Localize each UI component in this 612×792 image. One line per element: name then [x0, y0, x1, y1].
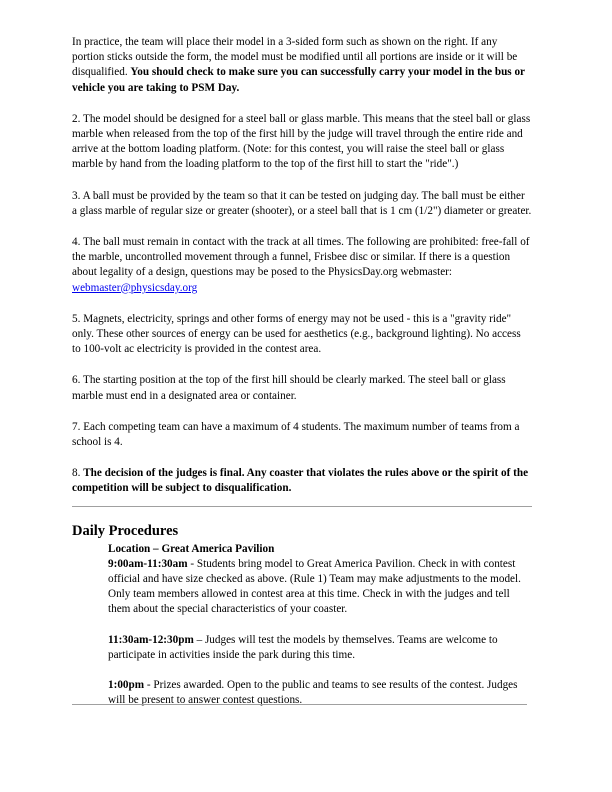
document-content: [72, 35, 532, 724]
procedure-item: 1:00pm - Prizes awarded. Open to the public and teams to see results of the contest. Judges will be present to answer contest questions.: [108, 679, 518, 707]
rule-4-paragraph: 4. The ball must remain in contact with the track at all times. The following are prohibited: free-fall of the marble, uncontrolled movement through a funnel, Frisbee disc or similar. If there is a question about legality of a design, questions may be posed to the PhysicsDay.org webmaster: webmaster@physicsday.org: [72, 236, 530, 294]
procedure-time: 1:00pm: [108, 679, 145, 692]
procedure-item: 11:30am-12:30pm – Judges will test the models by themselves. Teams are welcome to participate in activities inside the park during this time.: [108, 633, 498, 661]
webmaster-email-link[interactable]: webmaster@physicsday.org: [72, 281, 198, 294]
rule-6-paragraph: 6. The starting position at the top of the first hill should be clearly marked. The steel ball or glass marble must end in a designated area or container.: [72, 374, 506, 402]
section-divider: [72, 506, 532, 507]
rule-1-bold-note: You should check to make sure you can successfully carry your model in the bus or vehicle you are taking to PSM Day.: [72, 66, 525, 94]
rule-8-bold-text: The decision of the judges is final. Any coaster that violates the rules above or the spirit of the competition will be subject to disqualification.: [72, 467, 529, 495]
procedure-item: 9:00am-11:30am - Students bring model to Great America Pavilion. Check in with contest official and have size checked as above. (Rule 1) Team may make adjustments to the model. Only team members allowed in contest area at this time. Check in with the judges and tell them about the special characteristics of your coaster.: [108, 557, 521, 616]
rule-5-paragraph: 5. Magnets, electricity, springs and other forms of energy may not be used - this is a "gravity ride" only. These other sources of energy can be used for aesthetics (e.g., background lighting). No access to 100-volt ac electricity is provided in the contest area.: [72, 312, 521, 356]
rule-2-paragraph: 2. The model should be designed for a steel ball or glass marble. This means that the steel ball or glass marble when released from the top of the first hill by the judge will travel through the entire ride and arrive at the bottom loading platform. (Note: for this contest, you will raise the steel ball or glass marble by hand from the loading platform to the top of the first hill to start the "ride".): [72, 112, 531, 171]
rule-8-paragraph: 8. The decision of the judges is final. Any coaster that violates the rules above or the spirit of the competition will be subject to disqualification.: [72, 467, 529, 495]
procedure-time: 9:00am-11:30am: [108, 557, 188, 570]
procedure-time: 11:30am-12:30pm: [108, 633, 194, 646]
rule-7-paragraph: 7. Each competing team can have a maximum of 4 students. The maximum number of teams from a school is 4.: [72, 420, 520, 449]
procedures-block: [108, 542, 532, 709]
location-label: Location – Great America Pavilion: [108, 542, 275, 555]
rule-3-paragraph: 3. A ball must be provided by the team so that it can be tested on judging day. The ball must be either a glass marble of regular size or greater (shooter), or a steel ball that is 1 cm (1/2") diameter or greater.: [72, 189, 532, 217]
rule-1-paragraph: In practice, the team will place their model in a 3-sided form such as shown on the right. If any portion sticks outside the form, the model must be modified until all portions are inside or it will be disqualified. You should check to make sure you can successfully carry your model in the bus or vehicle you are taking to PSM Day.: [72, 36, 525, 94]
daily-procedures-heading: Daily Procedures: [72, 522, 179, 539]
bottom-divider: [72, 704, 527, 705]
